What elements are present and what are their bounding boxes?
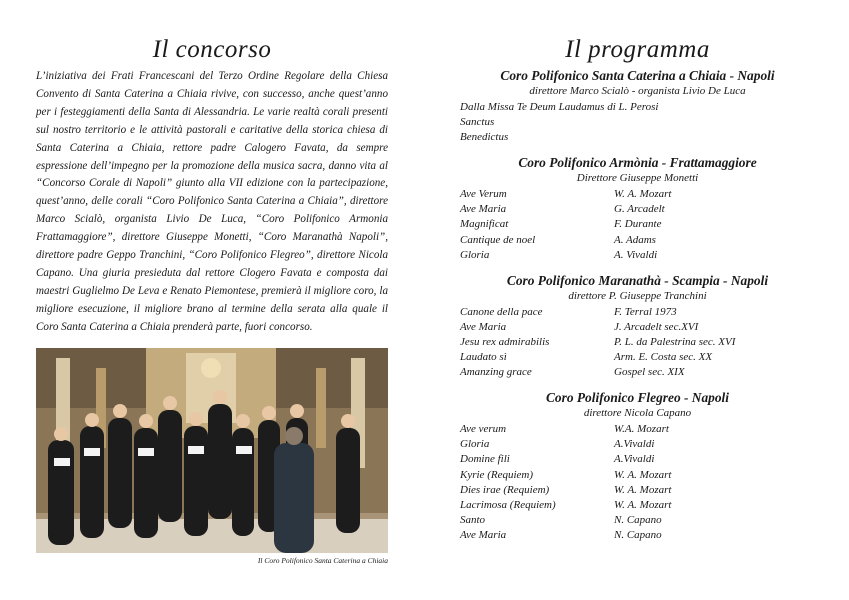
piece-row — [455, 187, 820, 202]
piece-title: Gloria — [460, 248, 490, 261]
choir-block — [455, 68, 820, 145]
piece-composer: N. Capano — [614, 513, 662, 526]
choir-block — [455, 155, 820, 262]
piece-composer: F. Terral 1973 — [614, 305, 677, 318]
piece-title: Jesu rex admirabilis — [460, 335, 550, 348]
photo-caption: Il Coro Polifonico Santa Caterina a Chiaia — [257, 556, 388, 565]
programma-title: Il programma — [565, 36, 710, 63]
piece-composer: A. Vivaldi — [614, 248, 658, 261]
piece-row — [455, 513, 820, 528]
piece-composer: A. Adams — [614, 233, 656, 246]
piece-title: Lacrimosa (Requiem) — [460, 498, 556, 511]
piece-composer: A.Vivaldi — [614, 453, 655, 466]
piece-title: Ave Verum — [460, 188, 507, 201]
piece-title: Gloria — [460, 438, 490, 451]
piece-title: Dies irae (Requiem) — [460, 483, 550, 496]
piece-row — [455, 350, 820, 365]
choir-director: direttore Marco Scialò - organista Livio De Luca — [529, 85, 746, 97]
piece-row — [455, 248, 820, 263]
piece-row — [455, 365, 820, 380]
piece-composer: N. Capano — [614, 528, 662, 541]
piece-title: Domine fili — [460, 453, 510, 466]
piece-row — [455, 335, 820, 350]
choir-director: direttore P. Giuseppe Tranchini — [568, 289, 707, 302]
piece-title: Ave Maria — [460, 528, 507, 541]
piece-row — [455, 498, 820, 513]
piece-row — [455, 320, 820, 335]
piece-row — [455, 437, 820, 452]
piece-composer: Arm. E. Costa sec. XX — [614, 351, 713, 364]
piece-title: Canone della pace — [460, 305, 543, 318]
piece-row — [455, 233, 820, 248]
piece-row — [455, 452, 820, 467]
piece-title: Kyrie (Requiem) — [460, 468, 533, 481]
piece-composer: Gospel sec. XIX — [614, 366, 685, 379]
piece-title: Amanzing grace — [460, 366, 532, 379]
piece-title: Cantique de noel — [460, 233, 536, 246]
piece-composer: W.A. Mozart — [614, 423, 669, 436]
choir-name: Coro Polifonico Maranathà - Scampia - Napoli — [506, 272, 769, 288]
piece-title: Magnificat — [460, 218, 509, 231]
choir-name: Coro Polifonico Santa Caterina a Chiaia - Napoli — [500, 68, 775, 83]
intro-paragraph: L’iniziativa dei Frati Francescani del Terzo Ordine Regolare della Chiesa Convento di Santa Caterina a Chiaia rivive, con successo, anche quest’anno per i festeggiamenti della Santa di Alessandria. Le varie realtà corali presenti sul nostro territorio e le attività pastorali e caritative della storica chiesa di Santa Caterina a Chiaia, rettore padre Calogero Favata, da sempre espressione dell’impegno per la promozione della musica sacra, danno vita al “Concorso Corale di Napoli” giunto alla VII edizione con la partecipazione, quest’anno, delle corali “Coro Polifonico Santa Caterina a Chiaia”, direttore Marco Scialò, organista Livio De Luca, “Coro Polifonico Armonia Frattamaggiore”, direttore Giuseppe Monetti, “Coro Maranathà Napoli”, direttore padre Geppo Tranchini, “Coro Polifonico Flegreo”, direttore Nicola Capano. Una giuria presieduta dal rettore Clogero Favata e composta dai maestri Guglielmo De Leva e Renato Piemontese, premierà il migliore coro, la migliore esecuzione, il migliore brano al termine della serata alla quale il Coro Santa Caterina a Chiaia prenderà parte, fuori concorso. — [36, 70, 388, 333]
piece-row — [455, 202, 820, 217]
piece-row — [455, 217, 820, 232]
left-page — [36, 36, 388, 565]
piece-row — [455, 468, 820, 483]
piece-row — [455, 483, 820, 498]
choir-name: Coro Polifonico Armònia - Frattamaggiore — [518, 155, 757, 171]
choir-photo — [36, 348, 388, 553]
right-page — [455, 36, 820, 543]
piece-row — [455, 305, 820, 320]
piece-title: Ave verum — [460, 423, 507, 436]
piece-composer: A.Vivaldi — [614, 438, 655, 451]
choir-block — [455, 273, 820, 380]
concorso-title: Il concorso — [152, 36, 272, 63]
piece-title: Santo — [460, 513, 486, 526]
piece-row — [455, 528, 820, 543]
program-line: Benedictus — [460, 131, 509, 144]
program-line: Dalla Missa Te Deum Laudamus di L. Perosi — [460, 101, 659, 113]
piece-composer: F. Durante — [614, 218, 662, 231]
piece-composer: W. A. Mozart — [614, 483, 672, 496]
piece-composer: P. L. da Palestrina sec. XVI — [614, 335, 736, 348]
choir-block — [455, 390, 820, 543]
piece-composer: W. A. Mozart — [614, 188, 672, 201]
piece-row — [455, 422, 820, 437]
piece-title: Laudato sì — [460, 351, 507, 364]
piece-composer: G. Arcadelt — [614, 203, 665, 216]
piece-title: Ave Maria — [460, 203, 507, 216]
choir-director: Direttore Giuseppe Monetti — [576, 172, 699, 185]
choir-director: direttore Nicola Capano — [583, 407, 692, 420]
choir-name: Coro Polifonico Flegreo - Napoli — [546, 390, 729, 406]
piece-composer: W. A. Mozart — [614, 498, 672, 511]
program-line: Sanctus — [460, 116, 495, 129]
piece-composer: W. A. Mozart — [614, 468, 672, 481]
piece-title: Ave Maria — [460, 320, 507, 333]
piece-composer: J. Arcadelt sec.XVI — [614, 320, 699, 333]
